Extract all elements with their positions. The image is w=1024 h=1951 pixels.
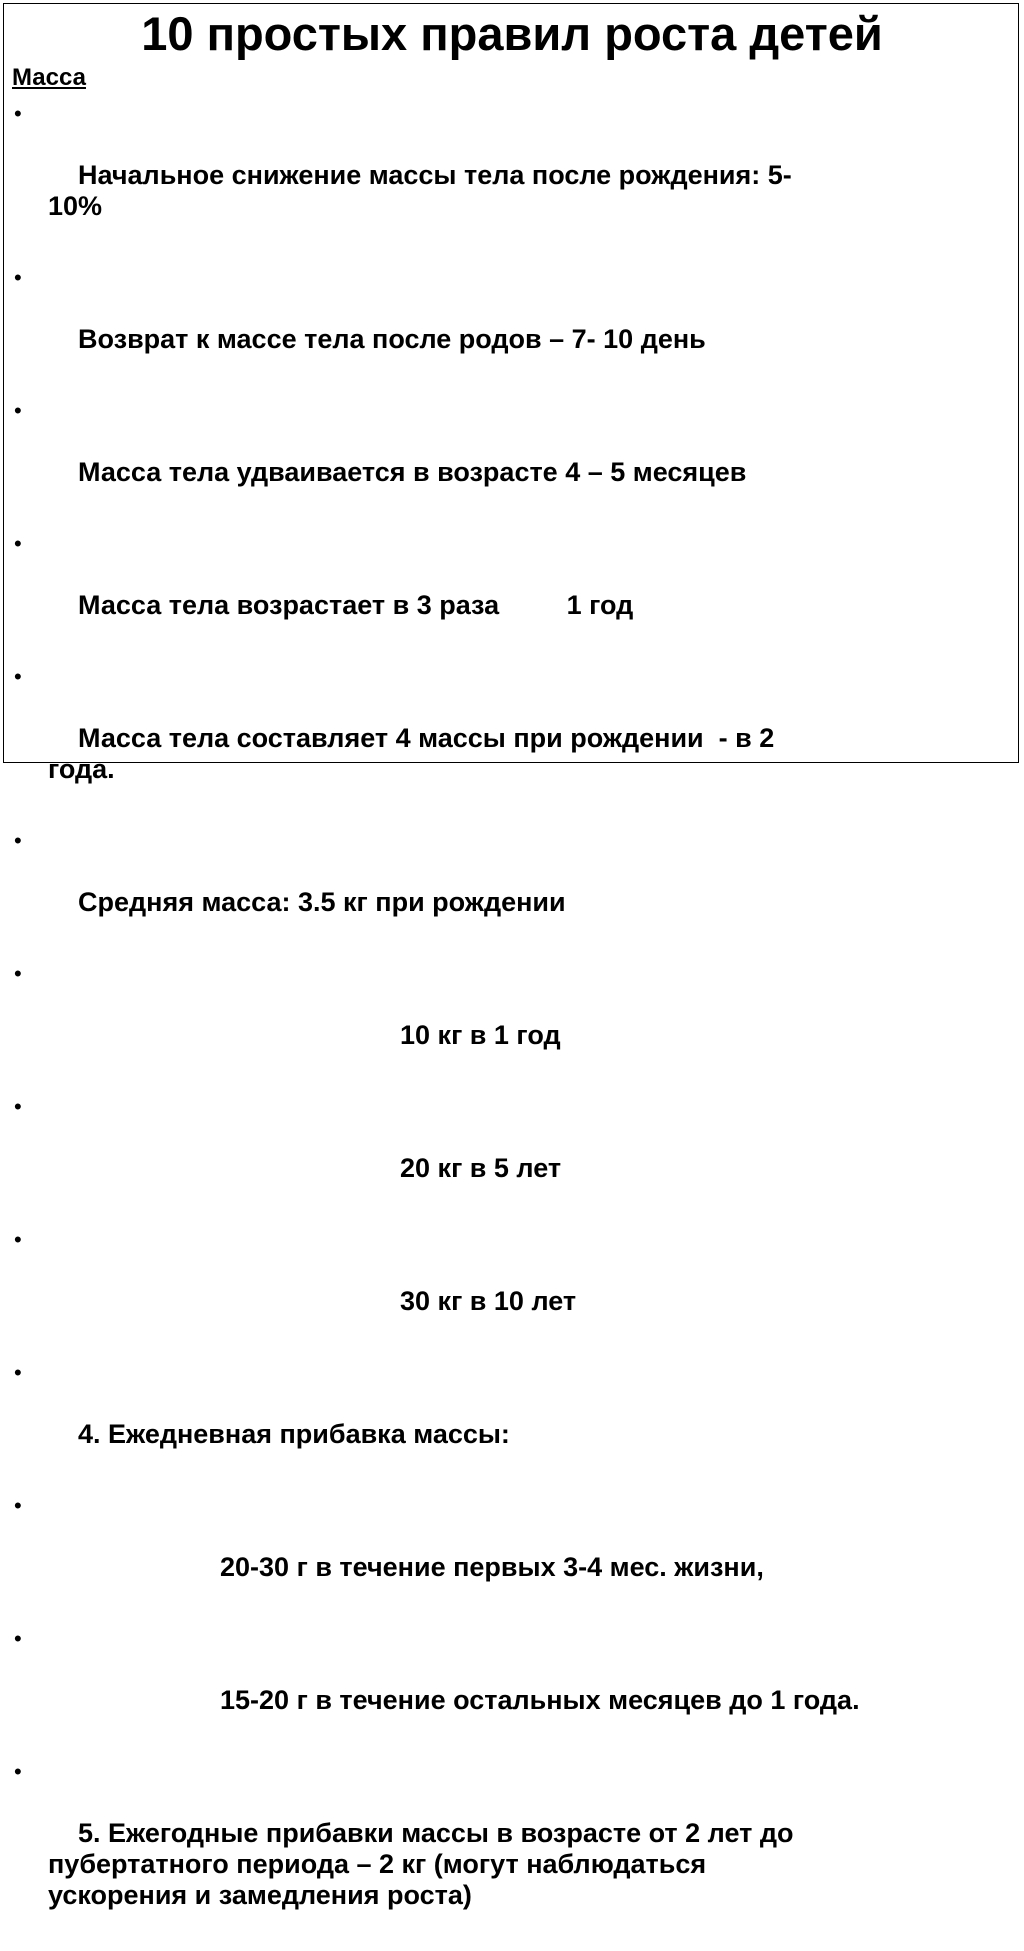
- list-item: [0, 1623, 1010, 1747]
- bullet-icon: •: [14, 1360, 22, 1385]
- bullet-icon: •: [14, 265, 22, 290]
- bullet-icon: •: [14, 828, 22, 853]
- page-title: 10 простых правил роста детей: [141, 7, 883, 60]
- bullet-icon: •: [14, 1493, 22, 1518]
- list-item: [0, 1091, 1010, 1215]
- list-item-text: Начальное снижение массы тела после рождения: 5- 10%: [48, 160, 792, 221]
- list-item-text: Масса тела составляет 4 массы при рождении - в 2 года.: [48, 723, 775, 784]
- list-item-text: Масса тела удваивается в возрасте 4 – 5 месяцев: [78, 457, 747, 487]
- list-item: [0, 1756, 1010, 1942]
- bullet-list: [0, 98, 1010, 1951]
- list-item: [0, 958, 1010, 1082]
- list-item: [0, 395, 1010, 519]
- list-item-text: 5. Ежегодные прибавки массы в возрасте от 2 лет до пубертатного периода – 2 кг (могут наблюдаться ускорения и замедления роста): [48, 1818, 794, 1910]
- bullet-icon: •: [14, 961, 22, 986]
- bullet-icon: •: [14, 1759, 22, 1784]
- bullet-icon: •: [14, 1094, 22, 1119]
- list-item-text: 15-20 г в течение остальных месяцев до 1 года.: [220, 1685, 860, 1715]
- bullet-icon: •: [14, 1227, 22, 1252]
- section-heading: Масса: [12, 64, 86, 91]
- list-item: [0, 528, 1010, 652]
- list-item-text: Масса тела возрастает в 3 раза 1 год: [78, 590, 634, 620]
- list-item: [0, 98, 1010, 253]
- bullet-icon: •: [14, 101, 22, 126]
- list-item-text: 4. Ежедневная прибавка массы:: [78, 1419, 510, 1449]
- list-item: [0, 1224, 1010, 1348]
- list-item-text: 30 кг в 10 лет: [400, 1286, 577, 1316]
- list-item: [0, 661, 1010, 816]
- bullet-icon: •: [14, 531, 22, 556]
- bullet-icon: •: [14, 1626, 22, 1651]
- list-item-text: 20-30 г в течение первых 3-4 мес. жизни,: [220, 1552, 764, 1582]
- list-item-text: 20 кг в 5 лет: [400, 1153, 562, 1183]
- list-item-text: Возврат к массе тела после родов – 7- 10 день: [78, 324, 706, 354]
- list-item-text: Средняя масса: 3.5 кг при рождении: [78, 887, 566, 917]
- list-item: [0, 262, 1010, 386]
- list-item: [0, 1490, 1010, 1614]
- bullet-icon: •: [14, 398, 22, 423]
- list-item: [0, 825, 1010, 949]
- list-item-text: 10 кг в 1 год: [400, 1020, 561, 1050]
- list-item: [0, 1357, 1010, 1481]
- bullet-icon: •: [14, 664, 22, 689]
